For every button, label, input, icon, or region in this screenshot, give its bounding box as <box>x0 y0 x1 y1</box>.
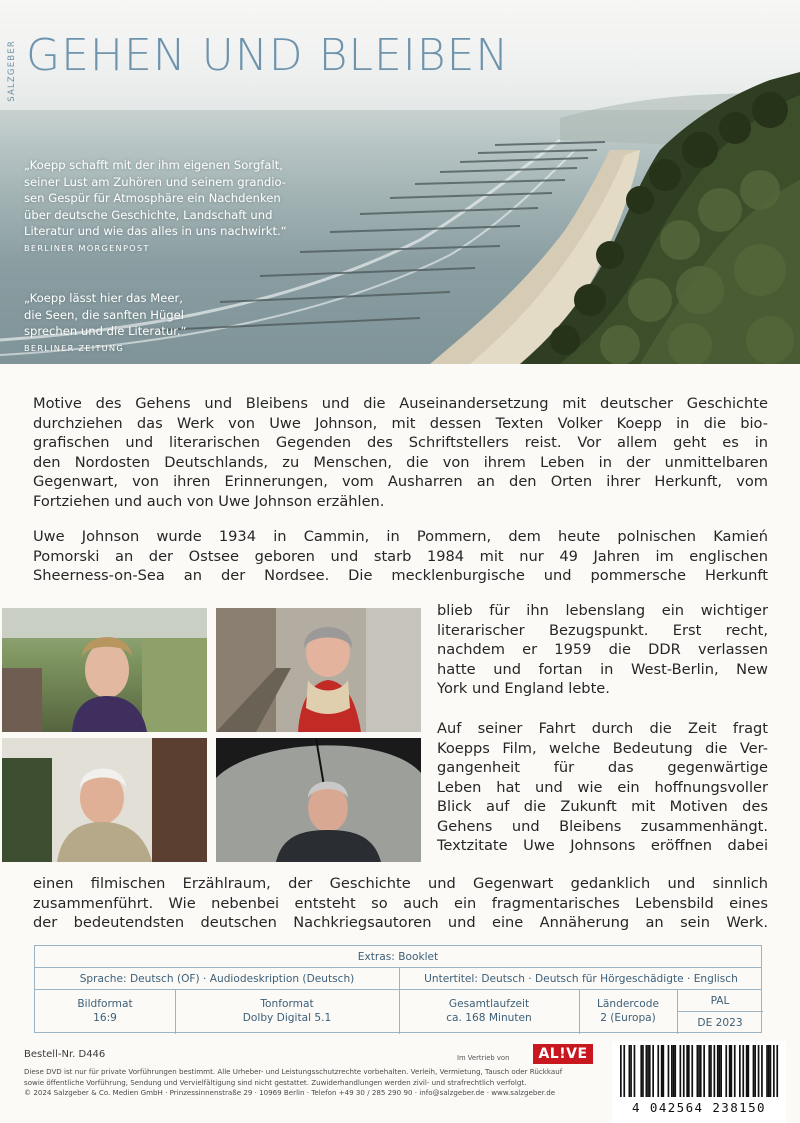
barcode-bar <box>657 1045 659 1097</box>
barcode-bar <box>680 1045 682 1097</box>
film-still-man-umbrella-image <box>216 738 421 862</box>
page-title: GEHEN UND BLEIBEN <box>26 30 510 81</box>
barcode-bar <box>761 1045 763 1097</box>
text-line: blieb für ihn lebenslang ein wichtiger <box>437 602 768 619</box>
hero-image <box>0 0 800 364</box>
press-quote <box>24 157 346 253</box>
text-line: den Nordosten Deutschlands, zu Menschen, die von ihrem Leben in der unmittelbaren <box>33 453 768 471</box>
specs-row <box>35 946 761 968</box>
barcode-bar <box>674 1045 676 1097</box>
tech-specs-table <box>34 945 762 1033</box>
text-line: einen filmischen Erzählraum, der Geschichte und Gegenwart gedanklich und sinnlich <box>33 875 768 892</box>
text-line: Sheerness-on-Sea an der Nordsee. Die mecklenburgische und pommersche Herkunft <box>33 567 768 584</box>
text-line: Pomorski an der Ostsee geboren und starb 1984 mit nur 49 Jahren im englischen <box>33 547 768 565</box>
barcode-bar <box>697 1045 699 1097</box>
barcode-bar <box>646 1045 648 1097</box>
film-still-woman-outdoors <box>2 608 207 732</box>
barcode-bar <box>717 1045 719 1097</box>
runtime-label: Gesamtlaufzeit <box>448 998 530 1010</box>
barcode-bar <box>703 1045 705 1097</box>
quote-line: sprechen und die Literatur.“ <box>24 324 187 339</box>
text-line: York und England lebte. <box>437 680 610 697</box>
barcode-bar <box>620 1045 622 1097</box>
synopsis-paragraph-continued <box>437 601 768 699</box>
text-line: Fortziehen und auch von Uwe Johnson erzählen. <box>33 492 385 510</box>
barcode-bar <box>683 1045 685 1097</box>
text-line: Leben hat und wie ein hoffnungsvoller <box>437 778 768 796</box>
text-line: durchziehen das Werk von Uwe Johnson, mit dessen Texten Volker Koepp in die bio- <box>33 414 768 432</box>
fine-print-line: Diese DVD ist nur für private Vorführungen bestimmt. Alle Urheber- und Leistungsschutzrechte vorbehalten. Verleih, Vermietung, Tausch oder Rückkauf <box>24 1067 563 1076</box>
text-line: hatte und fortan in West-Berlin, New <box>437 660 768 678</box>
barcode-bar <box>640 1045 642 1097</box>
barcode-bar <box>710 1045 712 1097</box>
film-still-woman-outdoors-image <box>2 608 207 732</box>
film-still-woman-station-image <box>216 608 421 732</box>
barcode-bar <box>663 1045 665 1097</box>
barcode-bar <box>661 1045 663 1097</box>
fine-print-line: sowie öffentliche Vorführung, Sendung und Vervielfältigung sind nicht gestattet. Zuwiderhandlungen werden zivil- und strafrechtlich verfolgt. <box>24 1077 527 1087</box>
barcode-bar <box>649 1045 651 1097</box>
publisher-spine: SALZGEBER <box>7 40 17 102</box>
text-line: grafischen und literarischen Gegenden des Schriftstellers reist. Vor allem geht es in <box>33 434 768 451</box>
barcode-bar <box>729 1045 731 1097</box>
text-line: nachdem er 1959 die DDR verlassen <box>437 641 768 658</box>
synopsis-paragraph-continued <box>33 874 768 933</box>
text-line: der bedeutendsten deutschen Nachkriegsautoren und eine Annäherung an sein Werk. <box>33 914 768 931</box>
text-line: Blick auf die Zukunft mit Motiven des <box>437 798 768 815</box>
text-line: Textzitate Uwe Johnsons eröffnen dabei <box>437 837 768 854</box>
film-still-elderly-man <box>2 738 207 862</box>
picture-format-value: 16:9 <box>93 1012 117 1024</box>
sound-format-cell <box>175 990 399 1034</box>
barcode-bar <box>753 1045 755 1097</box>
synopsis-paragraph <box>437 719 768 856</box>
text-line: zusammenführt. Wie nebenbei entsteht so auch ein fragmentarisches Lebensbild eines <box>33 894 768 912</box>
region-code-value: 2 (Europa) <box>600 1012 656 1024</box>
barcode-bar <box>742 1045 744 1097</box>
quote-line: „Koepp schafft mit der ihm eigenen Sorgfalt, <box>24 158 283 172</box>
barcode-bars <box>612 1041 786 1099</box>
barcode-bar <box>766 1045 768 1097</box>
barcode-bar <box>708 1045 710 1097</box>
subtitles-cell: Untertitel: Deutsch · Deutsch für Hörgeschädigte · Englisch <box>424 973 738 985</box>
sound-format-value: Dolby Digital 5.1 <box>242 1012 332 1024</box>
specs-row <box>35 968 761 990</box>
barcode-number: 4 042564 238150 <box>612 1098 786 1123</box>
barcode-bar <box>773 1045 775 1097</box>
quote-line: über deutsche Geschichte, Landschaft und <box>24 207 273 222</box>
text-line: Koepps Film, welche Bedeutung die Ver- <box>437 739 768 757</box>
film-still-woman-station <box>216 608 421 732</box>
barcode-bar <box>688 1045 690 1097</box>
synopsis-paragraph <box>33 394 768 511</box>
production-year: DE 2023 <box>697 1017 743 1029</box>
barcode-bar <box>686 1045 688 1097</box>
barcode-bar <box>691 1045 693 1097</box>
language-cell: Sprache: Deutsch (OF) · Audiodeskription (Deutsch) <box>79 973 355 985</box>
barcode-bar <box>630 1045 632 1097</box>
quote-line: seiner Lust am Zuhören und seinem grandio- <box>24 174 286 189</box>
text-line: Gehens und Bleibens zusammenhängt. <box>437 817 768 835</box>
region-code-label: Ländercode <box>596 998 660 1010</box>
picture-format-cell <box>35 990 175 1034</box>
barcode-bar <box>768 1045 770 1097</box>
text-line: gangenheit für das gegenwärtige <box>437 759 768 776</box>
norm-year-cell <box>677 990 763 1034</box>
barcode-bar <box>671 1045 673 1097</box>
text-line: Auf seiner Fahrt durch die Zeit fragt <box>437 720 768 737</box>
press-quote <box>24 290 238 353</box>
film-still-man-umbrella <box>216 738 421 862</box>
quote-line: die Seen, die sanften Hügel <box>24 307 185 322</box>
barcode-bar <box>776 1045 778 1097</box>
region-code-cell <box>579 990 677 1034</box>
barcode-bar <box>700 1045 702 1097</box>
barcode-bar <box>739 1045 741 1097</box>
quote-source: BERLINER MORGENPOST <box>24 242 150 253</box>
barcode-bar <box>698 1045 700 1097</box>
barcode-bar <box>746 1045 748 1097</box>
extras-cell: Extras: Booklet <box>357 951 439 963</box>
distributor-label: Im Vertrieb von <box>457 1054 510 1062</box>
text-line: Uwe Johnson wurde 1934 in Cammin, in Pommern, dem heute polnischen Kamień <box>33 528 768 545</box>
barcode-bar <box>720 1045 722 1097</box>
picture-format-label: Bildformat <box>77 998 133 1010</box>
barcode-bar <box>652 1045 654 1097</box>
barcode-bar <box>634 1045 636 1097</box>
quote-source: BERLINER ZEITUNG <box>24 342 124 353</box>
text-line: Motive des Gehens und Bleibens und die Auseinandersetzung mit deutscher Geschichte <box>33 395 768 412</box>
runtime-value: ca. 168 Minuten <box>446 1012 532 1024</box>
quote-line: Literatur und wie das alles in uns nachwirkt.“ <box>24 224 287 239</box>
barcode-bar <box>731 1045 733 1097</box>
barcode-bar <box>748 1045 750 1097</box>
film-still-elderly-man-image <box>2 738 207 862</box>
barcode-bar <box>714 1045 716 1097</box>
barcode-bar <box>623 1045 625 1097</box>
tv-norm: PAL <box>677 990 763 1012</box>
barcode-bar <box>770 1045 772 1097</box>
synopsis-paragraph <box>33 527 768 586</box>
quote-line: sen Gespür für Atmosphäre ein Nachdenken <box>24 191 281 206</box>
order-number: Bestell-Nr. D446 <box>24 1049 106 1060</box>
barcode-bar <box>725 1045 727 1097</box>
barcode-bar <box>754 1045 756 1097</box>
quote-line: „Koepp lässt hier das Meer, <box>24 291 183 305</box>
barcode-bar <box>668 1045 670 1097</box>
runtime-cell <box>399 990 579 1034</box>
barcode-bar <box>647 1045 649 1097</box>
sound-format-label: Tonformat <box>260 998 314 1010</box>
barcode-bar <box>642 1045 644 1097</box>
specs-row <box>35 990 761 1034</box>
legal-fine-print <box>24 1067 624 1099</box>
text-line: Gegenwart, von ihren Erinnerungen, vom Ausharren an den Orten ihrer Herkunft, vom <box>33 473 768 490</box>
barcode-bar <box>734 1045 736 1097</box>
barcode-bar <box>758 1045 760 1097</box>
text-line: literarischer Bezugspunkt. Erst recht, <box>437 621 768 639</box>
fine-print-line: © 2024 Salzgeber & Co. Medien GmbH · Prinzessinnenstraße 29 · 10969 Berlin · Telefon +49 30 / 285 290 90 · info@salzgeber.de · www.salzgeber.de <box>24 1088 556 1098</box>
barcode-bar <box>629 1045 631 1097</box>
barcode-bar <box>719 1045 721 1097</box>
distributor-logo: AL!VE <box>533 1044 593 1064</box>
barcode-bar <box>673 1045 675 1097</box>
